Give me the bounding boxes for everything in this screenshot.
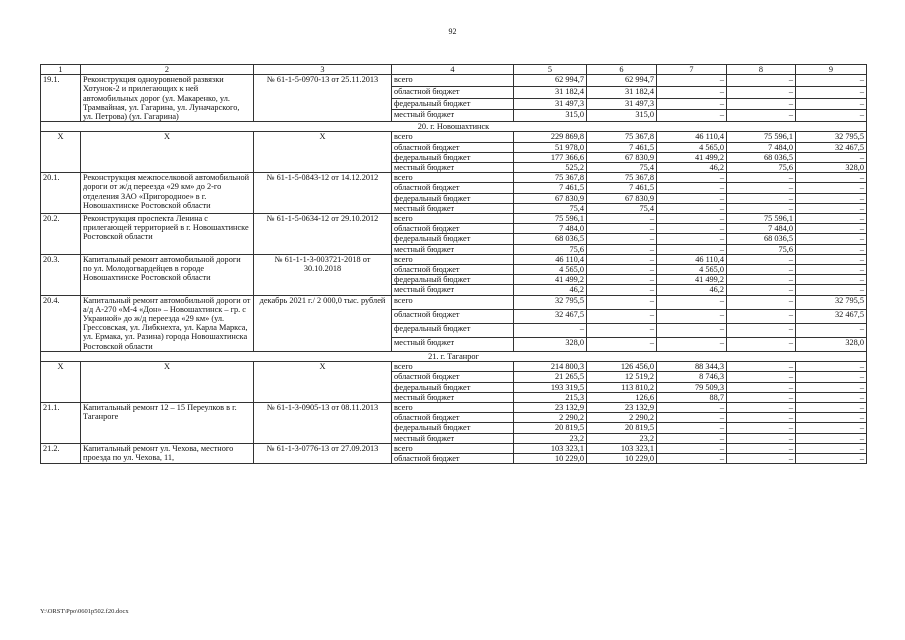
amount-cell: 75,6 xyxy=(727,163,796,173)
amount-cell: – xyxy=(657,173,727,183)
amount-cell: – xyxy=(587,275,657,285)
amount-cell: – xyxy=(727,295,796,309)
amount-cell: – xyxy=(727,443,796,453)
amount-cell: 46 110,4 xyxy=(657,132,727,142)
budget-type: всего xyxy=(392,254,514,264)
budget-type: местный бюджет xyxy=(392,433,514,443)
column-number: 4 xyxy=(392,65,514,75)
amount-cell: 67 830,9 xyxy=(514,193,587,203)
amount-cell: 75,6 xyxy=(514,244,587,254)
amount-cell: – xyxy=(657,110,727,122)
budget-type: федеральный бюджет xyxy=(392,193,514,203)
amount-cell: – xyxy=(657,413,727,423)
amount-cell: 8 746,3 xyxy=(657,372,727,382)
amount-cell: 103 323,1 xyxy=(514,443,587,453)
budget-type: местный бюджет xyxy=(392,110,514,122)
budget-type: всего xyxy=(392,75,514,87)
amount-cell: – xyxy=(587,234,657,244)
table-row xyxy=(41,295,867,309)
amount-cell: – xyxy=(727,86,796,98)
amount-cell: 193 319,5 xyxy=(514,382,587,392)
amount-cell: 46,2 xyxy=(657,285,727,295)
budget-type: областной бюджет xyxy=(392,183,514,193)
amount-cell: – xyxy=(727,382,796,392)
amount-cell: 88 344,3 xyxy=(657,362,727,372)
amount-cell: 62 994,7 xyxy=(587,75,657,87)
amount-cell: – xyxy=(657,98,727,110)
amount-cell: 4 565,0 xyxy=(657,142,727,152)
amount-cell: – xyxy=(587,295,657,309)
amount-cell: – xyxy=(727,285,796,295)
amount-cell: – xyxy=(796,75,867,87)
amount-cell: – xyxy=(796,214,867,224)
object-name: Реконструкция межпоселковой автомобильной дороги от ж/д переезда «29 км» до 2-го отделения ЗАО «Пригородное» в г. Новошахтинске Ростовской области xyxy=(81,173,254,214)
amount-cell: 79 509,3 xyxy=(657,382,727,392)
amount-cell: – xyxy=(796,254,867,264)
amount-cell: – xyxy=(727,98,796,110)
budget-type: всего xyxy=(392,132,514,142)
amount-cell: 67 830,9 xyxy=(587,193,657,203)
amount-cell: 75,4 xyxy=(514,203,587,213)
amount-cell: – xyxy=(657,402,727,412)
amount-cell: – xyxy=(796,443,867,453)
amount-cell: – xyxy=(796,372,867,382)
budget-type: всего xyxy=(392,173,514,183)
expertise-document: № 61-1-5-0970-13 от 25.11.2013 xyxy=(254,75,392,122)
amount-cell: 32 795,5 xyxy=(514,295,587,309)
budget-type: федеральный бюджет xyxy=(392,382,514,392)
amount-cell: 7 461,5 xyxy=(514,183,587,193)
amount-cell: – xyxy=(727,433,796,443)
table-row xyxy=(41,75,867,87)
amount-cell: 41 499,2 xyxy=(657,152,727,162)
amount-cell: 525,2 xyxy=(514,163,587,173)
amount-cell: – xyxy=(587,285,657,295)
amount-cell: – xyxy=(587,224,657,234)
amount-cell: 23,2 xyxy=(514,433,587,443)
amount-cell: – xyxy=(796,183,867,193)
amount-cell: 20 819,5 xyxy=(514,423,587,433)
table-row xyxy=(41,443,867,453)
amount-cell: 23 132,9 xyxy=(587,402,657,412)
amount-cell: – xyxy=(657,323,727,337)
amount-cell: – xyxy=(657,244,727,254)
column-number: 7 xyxy=(657,65,727,75)
expertise-document: № 61-1-5-0634-12 от 29.10.2012 xyxy=(254,214,392,255)
amount-cell: 62 994,7 xyxy=(514,75,587,87)
amount-cell: – xyxy=(727,392,796,402)
amount-cell: 23 132,9 xyxy=(514,402,587,412)
expertise-document: № 61-1-3-0776-13 от 27.09.2013 xyxy=(254,443,392,463)
amount-cell: – xyxy=(587,254,657,264)
budget-type: областной бюджет xyxy=(392,453,514,463)
budget-type: областной бюджет xyxy=(392,372,514,382)
amount-cell: – xyxy=(727,309,796,323)
amount-cell: 7 461,5 xyxy=(587,142,657,152)
amount-cell: 2 290,2 xyxy=(514,413,587,423)
x-placeholder: Х xyxy=(254,132,392,173)
amount-cell: 75,4 xyxy=(587,163,657,173)
object-name: Реконструкция одноуровневой развязки Хотунок-2 и прилегающих к ней автомобильных дорог (ул. Макаренко, ул. Трамвайная, ул. Гагарина, ул. Луначарского, ул. Петрова) (ул. Гагарина) xyxy=(81,75,254,122)
amount-cell: – xyxy=(796,244,867,254)
expertise-document: декабрь 2021 г./ 2 000,0 тыс. рублей xyxy=(254,295,392,351)
amount-cell: – xyxy=(657,234,727,244)
amount-cell: – xyxy=(796,285,867,295)
budget-type: федеральный бюджет xyxy=(392,98,514,110)
amount-cell: – xyxy=(796,193,867,203)
amount-cell: – xyxy=(727,75,796,87)
budget-table xyxy=(40,64,867,464)
budget-type: федеральный бюджет xyxy=(392,234,514,244)
amount-cell: 75 367,8 xyxy=(587,173,657,183)
object-name: Реконструкция проспекта Ленина с прилегающей территорией в г. Новошахтинске Ростовской области xyxy=(81,214,254,255)
amount-cell: 229 869,8 xyxy=(514,132,587,142)
amount-cell: 7 484,0 xyxy=(514,224,587,234)
amount-cell: – xyxy=(657,224,727,234)
column-number: 1 xyxy=(41,65,81,75)
item-number: 21.1. xyxy=(41,402,81,443)
amount-cell: 20 819,5 xyxy=(587,423,657,433)
budget-type: местный бюджет xyxy=(392,163,514,173)
amount-cell: 126,6 xyxy=(587,392,657,402)
budget-type: всего xyxy=(392,443,514,453)
item-number: 20.1. xyxy=(41,173,81,214)
amount-cell: – xyxy=(657,86,727,98)
amount-cell: 328,0 xyxy=(796,163,867,173)
expertise-document: № 61-1-5-0843-12 от 14.12.2012 xyxy=(254,173,392,214)
x-placeholder: Х xyxy=(81,362,254,403)
amount-cell: 315,0 xyxy=(587,110,657,122)
expertise-document: № 61-1-3-0905-13 от 08.11.2013 xyxy=(254,402,392,443)
amount-cell: – xyxy=(796,265,867,275)
amount-cell: – xyxy=(796,224,867,234)
column-number: 9 xyxy=(796,65,867,75)
amount-cell: – xyxy=(796,203,867,213)
budget-type: всего xyxy=(392,402,514,412)
budget-type: областной бюджет xyxy=(392,224,514,234)
amount-cell: – xyxy=(796,275,867,285)
amount-cell: 113 810,2 xyxy=(587,382,657,392)
table-row xyxy=(41,254,867,264)
amount-cell: – xyxy=(727,337,796,351)
amount-cell: 7 461,5 xyxy=(587,183,657,193)
budget-type: местный бюджет xyxy=(392,337,514,351)
amount-cell: 103 323,1 xyxy=(587,443,657,453)
amount-cell: 68 036,5 xyxy=(514,234,587,244)
amount-cell: – xyxy=(657,183,727,193)
amount-cell: 177 366,6 xyxy=(514,152,587,162)
x-placeholder: Х xyxy=(254,362,392,403)
amount-cell: – xyxy=(657,214,727,224)
x-placeholder: Х xyxy=(41,132,81,173)
amount-cell: – xyxy=(796,86,867,98)
item-number: 20.2. xyxy=(41,214,81,255)
section-title: 20. г. Новошахтинск xyxy=(41,122,867,132)
object-name: Капитальный ремонт автомобильной дороги от а/д А-270 «М-4 «Дон» – Новошахтинск – гр. с Украиной» до ж/д переезда «29 км» (ул. Грессовская, ул. Либкнехта, ул. Карла Маркса, ул. Ермака, ул. Разина) города Новошахтинска Ростовской области xyxy=(81,295,254,351)
amount-cell: – xyxy=(514,323,587,337)
amount-cell: – xyxy=(657,193,727,203)
amount-cell: – xyxy=(727,402,796,412)
amount-cell: 75 367,8 xyxy=(587,132,657,142)
amount-cell: 75,4 xyxy=(587,203,657,213)
amount-cell: – xyxy=(727,275,796,285)
amount-cell: – xyxy=(796,152,867,162)
amount-cell: 32 795,5 xyxy=(796,295,867,309)
budget-type: всего xyxy=(392,295,514,309)
amount-cell: – xyxy=(727,193,796,203)
amount-cell: – xyxy=(727,254,796,264)
object-name: Капитальный ремонт 12 – 15 Переулков в г. Таганроге xyxy=(81,402,254,443)
amount-cell: 126 456,0 xyxy=(587,362,657,372)
amount-cell: 31 497,3 xyxy=(587,98,657,110)
amount-cell: – xyxy=(727,362,796,372)
amount-cell: 31 182,4 xyxy=(514,86,587,98)
budget-type: местный бюджет xyxy=(392,392,514,402)
amount-cell: 32 467,5 xyxy=(796,309,867,323)
amount-cell: – xyxy=(727,413,796,423)
amount-cell: – xyxy=(796,453,867,463)
section-title: 21. г. Таганрог xyxy=(41,351,867,361)
section-total-row xyxy=(41,132,867,142)
table-row xyxy=(41,173,867,183)
amount-cell: – xyxy=(727,323,796,337)
column-number-row xyxy=(41,65,867,75)
amount-cell: – xyxy=(657,443,727,453)
amount-cell: – xyxy=(587,337,657,351)
amount-cell: – xyxy=(587,214,657,224)
budget-type: федеральный бюджет xyxy=(392,275,514,285)
amount-cell: – xyxy=(727,203,796,213)
budget-type: федеральный бюджет xyxy=(392,423,514,433)
amount-cell: – xyxy=(657,453,727,463)
x-placeholder: Х xyxy=(41,362,81,403)
amount-cell: 10 229,0 xyxy=(587,453,657,463)
amount-cell: 21 265,5 xyxy=(514,372,587,382)
amount-cell: 315,0 xyxy=(514,110,587,122)
budget-type: областной бюджет xyxy=(392,413,514,423)
amount-cell: – xyxy=(657,309,727,323)
object-name: Капитальный ремонт ул. Чехова, местного проезда по ул. Чехова, 11, xyxy=(81,443,254,463)
amount-cell: – xyxy=(796,433,867,443)
amount-cell: – xyxy=(727,372,796,382)
column-number: 8 xyxy=(727,65,796,75)
amount-cell: – xyxy=(796,423,867,433)
column-number: 6 xyxy=(587,65,657,75)
budget-type: областной бюджет xyxy=(392,142,514,152)
amount-cell: 2 290,2 xyxy=(587,413,657,423)
amount-cell: 67 830,9 xyxy=(587,152,657,162)
amount-cell: 41 499,2 xyxy=(657,275,727,285)
budget-type: федеральный бюджет xyxy=(392,152,514,162)
section-title-row xyxy=(41,122,867,132)
amount-cell: – xyxy=(727,453,796,463)
amount-cell: – xyxy=(657,203,727,213)
amount-cell: – xyxy=(796,362,867,372)
amount-cell: 75 367,8 xyxy=(514,173,587,183)
column-number: 5 xyxy=(514,65,587,75)
amount-cell: 10 229,0 xyxy=(514,453,587,463)
budget-type: областной бюджет xyxy=(392,309,514,323)
amount-cell: 12 519,2 xyxy=(587,372,657,382)
amount-cell: – xyxy=(727,173,796,183)
item-number: 19.1. xyxy=(41,75,81,122)
amount-cell: – xyxy=(657,295,727,309)
amount-cell: – xyxy=(727,423,796,433)
amount-cell: – xyxy=(657,423,727,433)
amount-cell: 328,0 xyxy=(796,337,867,351)
amount-cell: 68 036,5 xyxy=(727,152,796,162)
amount-cell: 75 596,1 xyxy=(727,132,796,142)
amount-cell: 32 467,5 xyxy=(796,142,867,152)
amount-cell: 32 795,5 xyxy=(796,132,867,142)
amount-cell: 4 565,0 xyxy=(657,265,727,275)
item-number: 21.2. xyxy=(41,443,81,463)
amount-cell: 7 484,0 xyxy=(727,142,796,152)
table-row xyxy=(41,214,867,224)
budget-type: всего xyxy=(392,214,514,224)
amount-cell: – xyxy=(796,392,867,402)
expertise-document: № 61-1-1-3-003721-2018 от 30.10.2018 xyxy=(254,254,392,295)
amount-cell: – xyxy=(796,413,867,423)
amount-cell: 51 978,0 xyxy=(514,142,587,152)
amount-cell: – xyxy=(796,402,867,412)
x-placeholder: Х xyxy=(81,132,254,173)
table-row xyxy=(41,402,867,412)
section-title-row xyxy=(41,351,867,361)
page-number: 92 xyxy=(448,27,457,36)
amount-cell: – xyxy=(727,183,796,193)
amount-cell: 214 800,3 xyxy=(514,362,587,372)
amount-cell: 46,2 xyxy=(657,163,727,173)
amount-cell: – xyxy=(796,323,867,337)
amount-cell: 41 499,2 xyxy=(514,275,587,285)
amount-cell: – xyxy=(657,433,727,443)
budget-type: местный бюджет xyxy=(392,244,514,254)
footer-file-path: Y:\ORST\Ppo\0601p502.f20.docx xyxy=(40,608,129,615)
budget-type: федеральный бюджет xyxy=(392,323,514,337)
amount-cell: – xyxy=(587,244,657,254)
budget-type: всего xyxy=(392,362,514,372)
budget-type: областной бюджет xyxy=(392,86,514,98)
amount-cell: 215,3 xyxy=(514,392,587,402)
object-name: Капитальный ремонт автомобильной дороги по ул. Молодогвардейцев в городе Новошахтинске Ростовской области xyxy=(81,254,254,295)
amount-cell: 46 110,4 xyxy=(514,254,587,264)
amount-cell: – xyxy=(796,382,867,392)
column-number: 3 xyxy=(254,65,392,75)
amount-cell: – xyxy=(796,110,867,122)
item-number: 20.4. xyxy=(41,295,81,351)
amount-cell: – xyxy=(587,323,657,337)
section-total-row xyxy=(41,362,867,372)
amount-cell: 75,6 xyxy=(727,244,796,254)
amount-cell: 31 497,3 xyxy=(514,98,587,110)
amount-cell: – xyxy=(796,98,867,110)
amount-cell: 68 036,5 xyxy=(727,234,796,244)
amount-cell: – xyxy=(657,337,727,351)
amount-cell: 23,2 xyxy=(587,433,657,443)
amount-cell: 328,0 xyxy=(514,337,587,351)
amount-cell: – xyxy=(657,75,727,87)
amount-cell: – xyxy=(796,173,867,183)
amount-cell: – xyxy=(587,265,657,275)
amount-cell: 4 565,0 xyxy=(514,265,587,275)
amount-cell: – xyxy=(587,309,657,323)
amount-cell: 75 596,1 xyxy=(727,214,796,224)
budget-type: местный бюджет xyxy=(392,285,514,295)
amount-cell: 88,7 xyxy=(657,392,727,402)
item-number: 20.3. xyxy=(41,254,81,295)
amount-cell: – xyxy=(727,110,796,122)
amount-cell: – xyxy=(727,265,796,275)
amount-cell: 46,2 xyxy=(514,285,587,295)
amount-cell: 31 182,4 xyxy=(587,86,657,98)
budget-type: областной бюджет xyxy=(392,265,514,275)
amount-cell: – xyxy=(796,234,867,244)
column-number: 2 xyxy=(81,65,254,75)
amount-cell: 7 484,0 xyxy=(727,224,796,234)
budget-type: местный бюджет xyxy=(392,203,514,213)
amount-cell: 75 596,1 xyxy=(514,214,587,224)
amount-cell: 46 110,4 xyxy=(657,254,727,264)
amount-cell: 32 467,5 xyxy=(514,309,587,323)
